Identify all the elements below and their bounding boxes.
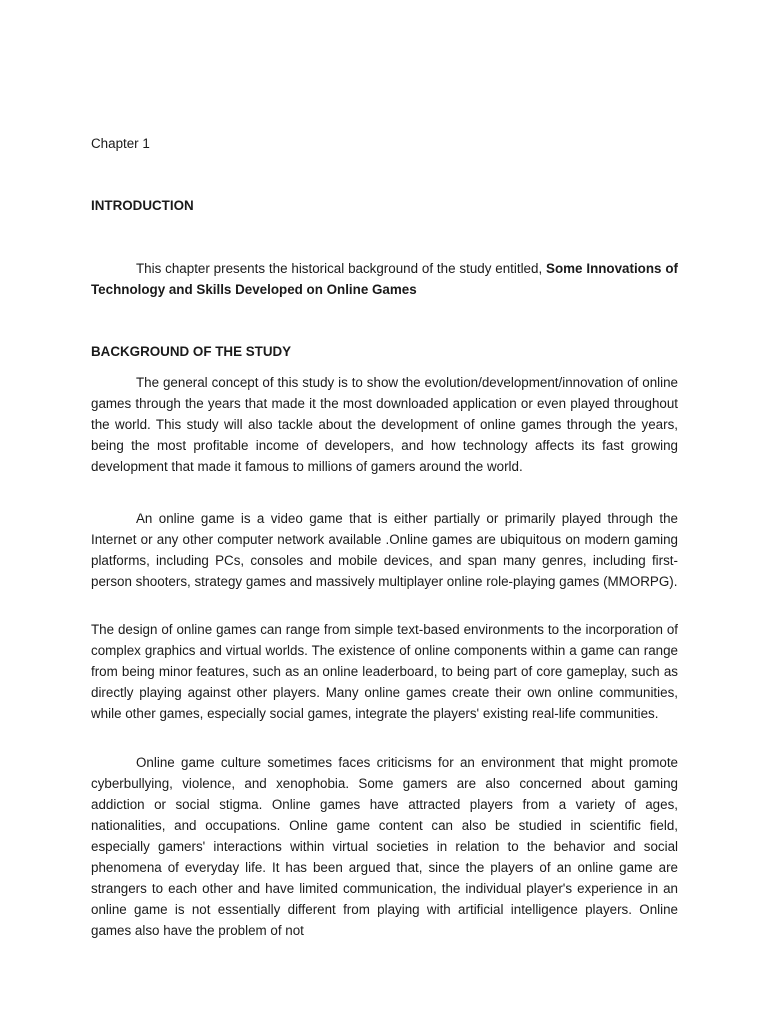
paragraph-text: The general concept of this study is to show the evolution/development/innovation of online games through the years that made it the most downloaded application or even played throughout the world. This study will also tackle about the development of online games through the years, being the most profitable income of developers, and how technology affects its fast growing development that made it famous to millions of gamers around the world. <box>91 375 678 474</box>
paragraph-2 <box>91 508 678 592</box>
paragraph-3 <box>91 619 678 724</box>
study-title: Some Innovations of Technology and Skills Developed on Online Games <box>91 261 678 297</box>
chapter-label: Chapter 1 <box>91 136 150 151</box>
intro-paragraph <box>91 258 678 300</box>
intro-paragraph-text: This chapter presents the historical background of the study entitled, <box>136 261 547 276</box>
paragraph-text: An online game is a video game that is either partially or primarily played through the Internet or any other computer network available .Online games are ubiquitous on modern gaming platforms, including PCs, consoles and mobile devices, and span many genres, including first-person shooters, strategy games and massively multiplayer online role-playing games (MMORPG). <box>91 511 678 589</box>
paragraph-4 <box>91 752 678 941</box>
paragraph-text: Online game culture sometimes faces criticisms for an environment that might promote cyberbullying, violence, and xenophobia. Some gamers are also concerned about gaming addiction or social stigma. Online games have attracted players from a variety of ages, nationalities, and occupations. Online game content can also be studied in scientific field, especially gamers' interactions within virtual societies in relation to the behavior and social phenomena of everyday life. It has been argued that, since the players of an online game are strangers to each other and have limited communication, the individual player's experience in an online game is not essentially different from playing with artificial intelligence players. Online games also have the problem of not <box>91 755 678 938</box>
background-heading: BACKGROUND OF THE STUDY <box>91 344 292 359</box>
paragraph-1 <box>91 372 678 477</box>
paragraph-text: The design of online games can range from simple text-based environments to the incorporation of complex graphics and virtual worlds. The existence of online components within a game can range from being minor features, such as an online leaderboard, to being part of core gameplay, such as directly playing against other players. Many online games create their own online communities, while other games, especially social games, integrate the players' existing real-life communities. <box>91 622 678 721</box>
section-title: INTRODUCTION <box>91 198 194 213</box>
